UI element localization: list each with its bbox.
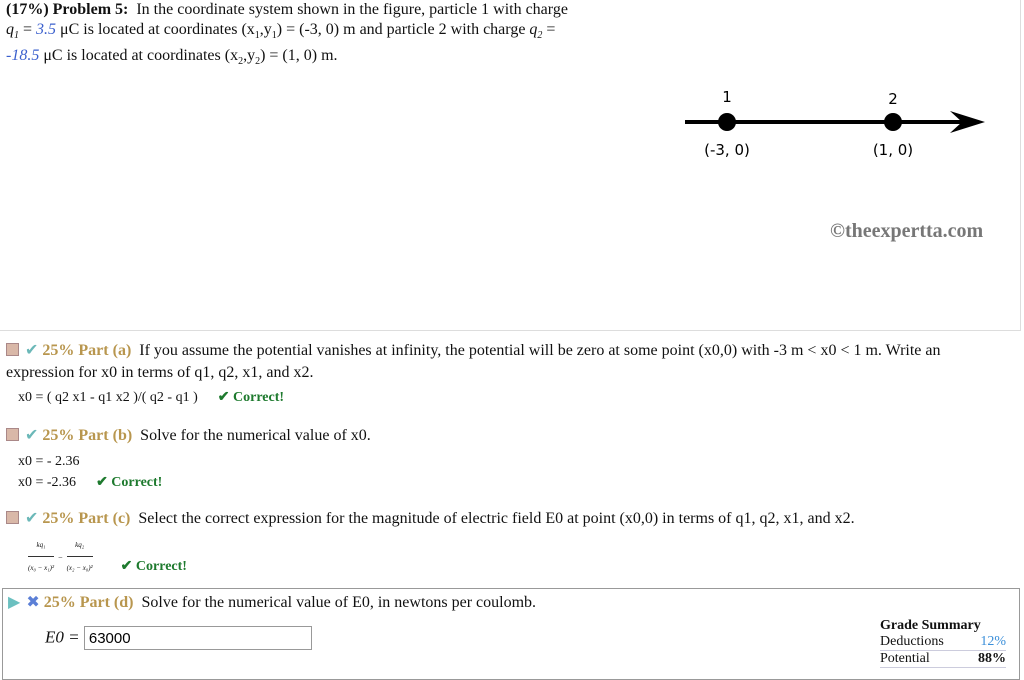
numerator: kq₁ (28, 534, 54, 557)
problem-statement: (17%) Problem 5: In the coordinate system shown in the figure, particle 1 with charge $q_1 = 3.5$ μC is located at coordinates $(x_1,y_1) = (-3$, 0) m and particle 2 with charge $q_2$ = -18.5 μC is located at coordinates $(x_2,y_2) = (1$, 0) m. (6, 1, 568, 68)
play-icon[interactable]: ▶ (8, 594, 21, 611)
part-weight: 25% (43, 594, 76, 611)
deductions-label: Deductions (880, 634, 944, 649)
text: ) = (1, 0) m. (260, 47, 338, 65)
coordinate-figure (680, 85, 1000, 165)
text: μC is located at coordinates (x (60, 21, 255, 38)
part-label: Part (a) (78, 342, 132, 359)
q2-value: -18.5 (6, 47, 40, 65)
part-weight: 25% (42, 427, 75, 444)
potential-value: 88% (978, 651, 1006, 666)
part-question: If you assume the potential vanishes at infinity, the potential will be zero at some point (x0,0) with -3 m < x0 < 1 m. Write an expression for x0 in terms of q1, q2, x1, and x2. (6, 342, 941, 381)
part-question: Select the correct expression for the magnitude of electric field E0 at point (x0,0) in terms of q1, q2, x1, and x2. (138, 510, 855, 527)
part-weight: 25% (42, 510, 75, 527)
part-question: Solve for the numerical value of x0. (140, 427, 371, 444)
part-c (6, 508, 1006, 579)
particle-2 (884, 113, 902, 131)
deductions-value: 12% (980, 634, 1006, 649)
problem-weight: (17%) (6, 1, 49, 18)
previous-answer: x0 = - 2.36 (18, 454, 80, 469)
grade-summary-title: Grade Summary (880, 618, 981, 633)
part-question: Solve for the numerical value of E0, in newtons per coulomb. (141, 594, 537, 611)
particle-1 (718, 113, 736, 131)
minus: − (58, 553, 63, 563)
watermark: ©theexpertta.com (830, 220, 984, 242)
answer: x0 = -2.36 (18, 475, 77, 490)
selected-expression (6, 534, 1006, 579)
collapse-icon[interactable] (6, 428, 19, 441)
part-label: Part (b) (78, 427, 133, 444)
collapse-icon[interactable] (6, 343, 19, 356)
input-label: E0 = (45, 627, 80, 647)
particle-2-label: 2 (888, 90, 898, 108)
part-b (6, 425, 1006, 493)
part-d (8, 592, 868, 650)
correct-status: ✔ Correct! (120, 559, 187, 575)
particle-1-label: 1 (722, 88, 732, 106)
part-label: Part (d) (79, 594, 134, 611)
check-icon: ✔ (25, 342, 39, 359)
denominator: (x₀ − x₁)² (28, 564, 55, 572)
q1-value: 3.5 (36, 21, 57, 38)
numerator: kq₂ (67, 534, 93, 557)
x-mark-icon: ✖ (26, 594, 40, 611)
part-weight: 25% (42, 342, 75, 359)
denominator: (x₂ − x₀)² (66, 564, 93, 572)
collapse-icon[interactable] (6, 511, 19, 524)
fraction (28, 534, 54, 579)
answer: x0 = ( q2 x1 - q1 x2 )/( q2 - q1 ) (18, 390, 198, 405)
particle-1-coord: (-3, 0) (704, 141, 750, 159)
check-icon: ✔ (25, 510, 39, 527)
part-label: Part (c) (78, 510, 131, 527)
text: ) = (-3, 0) m and particle 2 with charge (276, 21, 526, 38)
correct-status: ✔ Correct! (217, 390, 285, 405)
potential-label: Potential (880, 651, 930, 666)
part-a (6, 340, 1006, 409)
grade-summary (880, 618, 1006, 668)
particle-2-coord: (1, 0) (872, 141, 914, 159)
check-icon: ✔ (25, 427, 39, 444)
fraction (67, 534, 93, 579)
answer-input[interactable] (84, 626, 312, 650)
text: In the coordinate system shown in the figure, particle 1 with charge (136, 1, 568, 18)
correct-status: ✔ Correct! (96, 475, 163, 490)
text: μC is located at coordinates (x (43, 47, 239, 65)
problem-label: Problem 5: (52, 1, 129, 18)
